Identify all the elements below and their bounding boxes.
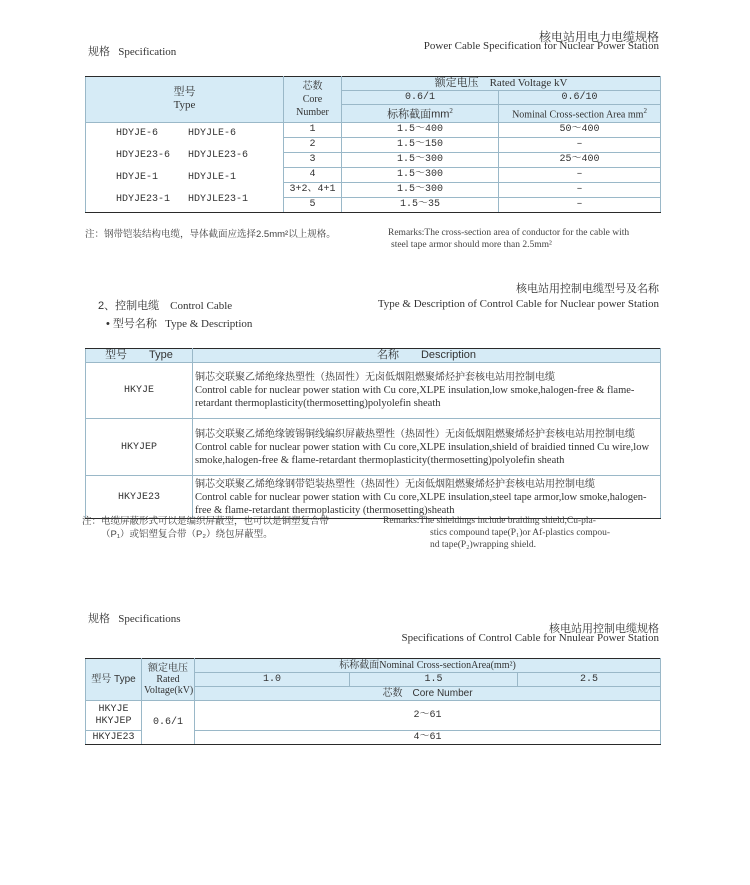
area-cell: 1.5～300: [342, 152, 499, 167]
core-number-header: 芯数 Core Number: [195, 687, 661, 701]
section2-title-en: Type & Description of Control Cable for Nuclear power Station: [377, 298, 659, 310]
core-cell: 3+2、4+1: [284, 182, 342, 197]
area-cell: –: [499, 197, 661, 212]
core-cell: 4: [284, 167, 342, 182]
area-cell: 1.5～300: [342, 182, 499, 197]
section1-title-en: Power Cable Specification for Nuclear Power Station: [423, 40, 659, 52]
core-cell: 2: [284, 137, 342, 152]
core-header: 芯数 Core Number: [284, 77, 342, 123]
section-area-header: 标称截面Nominal Cross-sectionArea(mm²): [195, 659, 661, 673]
type-hkyje-hkyjep: HKYJE HKYJEP: [86, 701, 142, 731]
section2-note-en-3: nd tape(P₂)wrapping shield.: [430, 540, 536, 550]
cable-type-hkyje23: HKYJE23: [86, 476, 193, 519]
type-header: 型号 Type: [86, 77, 284, 123]
area-cell: 50～400: [499, 122, 661, 137]
area-cell: 1.5～300: [342, 167, 499, 182]
section1-label: 规格 Specification: [88, 46, 177, 58]
type-list: HDYJE-6 HDYJLE-6 HDYJE23-6 HDYJLE23-6 HDYJE-1 HDYJLE-1 HDYJE23-1 HDYJLE23-1: [86, 122, 284, 212]
voltage-0-6-1: 0.6/1: [342, 91, 499, 105]
type-header: 型号 Type: [86, 659, 142, 701]
area-cell: 1.5～400: [342, 122, 499, 137]
size-1-0: 1.0: [195, 673, 350, 687]
section2-note-cn-1: 注：电缆屏蔽形式可以是编织屏蔽型，也可以是铜塑复合带: [82, 516, 330, 527]
size-2-5: 2.5: [518, 673, 661, 687]
description-header: 名称 Description: [193, 349, 661, 363]
area-cell: –: [499, 167, 661, 182]
type-header: 型号 Type: [86, 349, 193, 363]
power-cable-spec-table: [85, 76, 661, 213]
control-cable-spec-table: [85, 658, 661, 745]
rated-voltage-header: 额定电压 Rated Voltage kV: [342, 77, 661, 91]
cable-type-hkyjep: HKYJEP: [86, 419, 193, 476]
section1-note-en-2: steel tape armor should more than 2.5mm²: [391, 240, 552, 250]
section2-heading: 2、控制电缆 Control Cable: [98, 300, 233, 312]
core-cell: 1: [284, 122, 342, 137]
type-hkyje23: HKYJE23: [86, 731, 142, 745]
cable-description: 铜芯交联聚乙烯绝缘钢带铠装热塑性（热固性）无卤低烟阻燃聚烯烃护套核电站用控制电缆 Control cable for nuclear power station with Cu core,XLPE insulation,steel tape armor,low smoke,halogen-free & flame-retardant thermoplasticity (thermosetting)sheath: [193, 476, 661, 519]
section3-title-cn: 核电站用控制电缆规格: [549, 623, 659, 635]
section3-label: 规格 Specifications: [88, 613, 181, 625]
section1-note-en-1: Remarks:The cross-section area of conductor for the cable with: [388, 228, 630, 238]
section2-note-en-1: Remarks:The shieldings include braiding shield,Cu-pla-: [383, 516, 596, 526]
area-cell: 1.5～150: [342, 137, 499, 152]
core-cell: 5: [284, 197, 342, 212]
section3-title-en: Specifications of Control Cable for Nnulear Power Station: [401, 632, 659, 644]
section2-note-cn-2: （P₁）或铝塑复合带（P₂）绕包屏蔽型。: [101, 529, 273, 540]
cable-description: 铜芯交联聚乙烯绝缘热塑性（热固性）无卤低烟阻燃聚烯烃护套核电站用控制电缆 Control cable for nuclear power station with Cu core,XLPE insulation,low smoke,halogen-free & flame-retardant thermoplasticity(thermosetting)polyolefin sheath: [193, 363, 661, 419]
section2-subheading: • 型号名称 Type & Description: [106, 318, 253, 330]
section-header-en: Nominal Cross-section Area $mm^2$: [499, 105, 661, 123]
core-range-a: 2～61: [195, 701, 661, 731]
cable-description: 铜芯交联聚乙烯绝缘镀锡铜线编织屏蔽热塑性（热固性）无卤低烟阻燃聚烯烃护套核电站用控制电缆 Control cable for nuclear power station with Cu core,XLPE insulation,shield of braidied tinned Cu wire,low smoke,halogen-free & flame-retardant thermoplasticity(thermosetting)polyolefin sheath: [193, 419, 661, 476]
area-cell: 25～400: [499, 152, 661, 167]
rated-voltage-header: 额定电压 Rated Voltage(kV): [142, 659, 195, 701]
voltage-0-6-10: 0.6/10: [499, 91, 661, 105]
section1-note-cn: 注：钢带铠装结构电缆，导体截面应选择2.5mm²以上规格。: [85, 229, 336, 240]
section-header-cn: 标称截面$mm^2$: [342, 105, 499, 123]
core-cell: 3: [284, 152, 342, 167]
area-cell: –: [499, 137, 661, 152]
area-cell: 1.5～35: [342, 197, 499, 212]
section1-title-cn: 核电站用电力电缆规格: [538, 30, 659, 44]
area-cell: –: [499, 182, 661, 197]
size-1-5: 1.5: [350, 673, 518, 687]
rated-voltage-value: 0.6/1: [142, 701, 195, 745]
section2-title-cn: 核电站用控制电缆型号及名称: [516, 283, 659, 295]
control-cable-description-table: [85, 348, 661, 519]
cable-type-hkyje: HKYJE: [86, 363, 193, 419]
section2-note-en-2: stics compound tape(P₁)or Af-plastics compou-: [430, 528, 611, 538]
core-range-b: 4～61: [195, 731, 661, 745]
